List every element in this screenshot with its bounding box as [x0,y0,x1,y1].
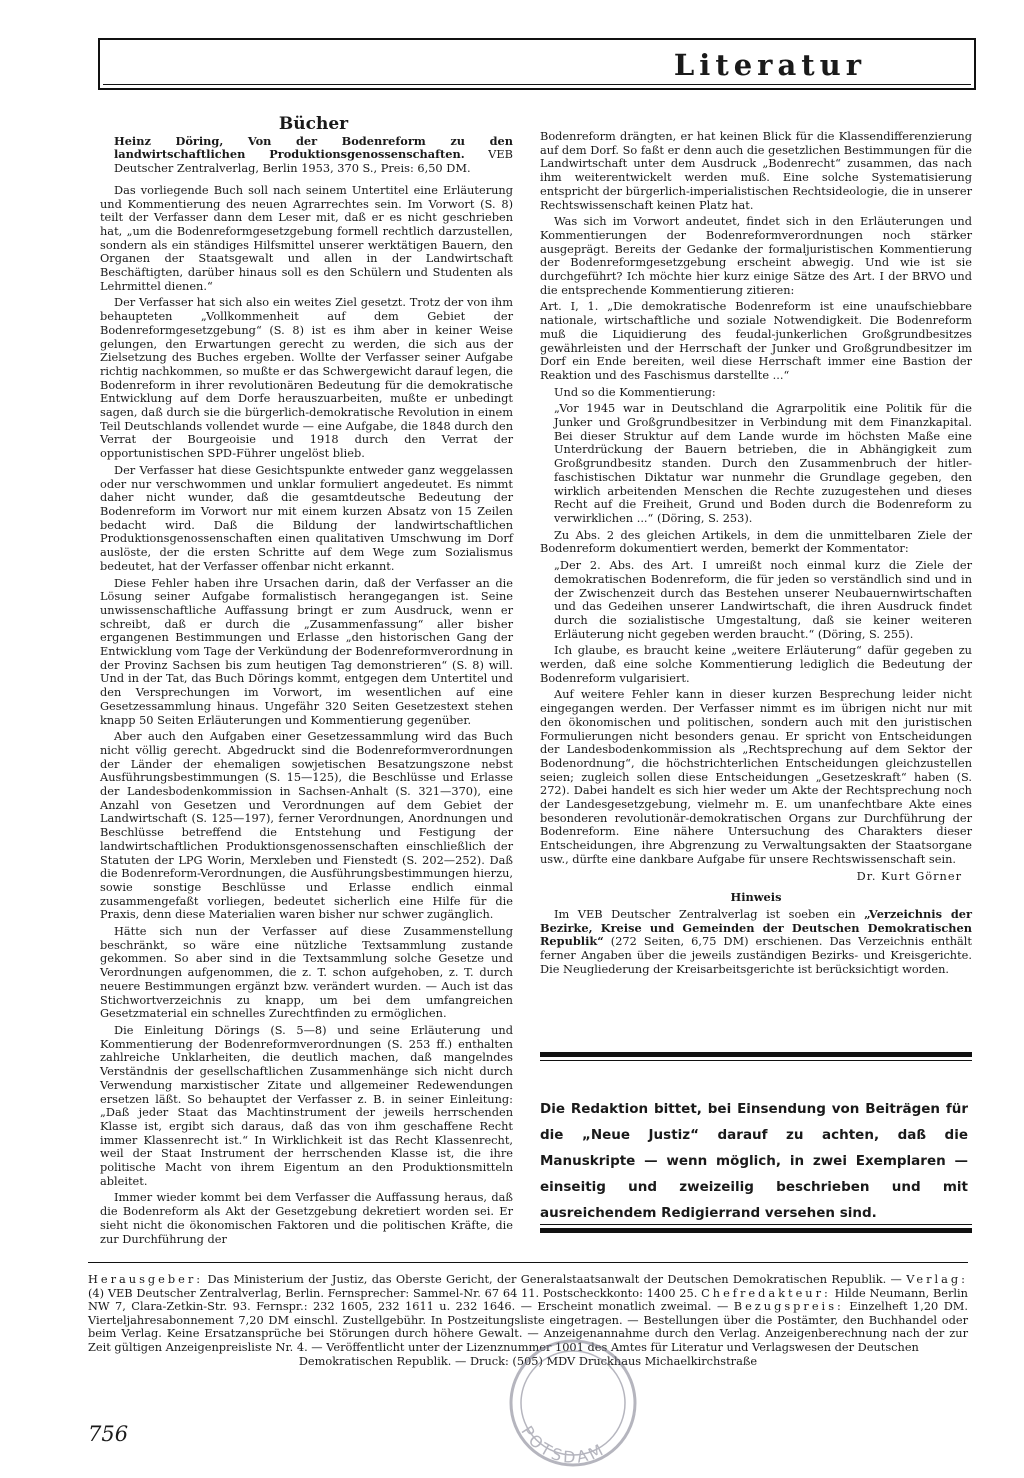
paragraph: Das vorliegende Buch soll nach seinem Untertitel eine Erläuterung und Kommentierung des neuen Agrarrechtes sein. Im Vorwort (S. 8) teilt der Verfasser dann dem Leser mit, daß er es nicht geschrieben hat, „um die Bodenreformgesetzgebung formell rechtlich darzustellen, sondern als ein ständiges Hilfsmittel unserer werktätigen Bauern, den Organen der Staatsgewalt und allen in der Landwirtschaft Beschäftigten, darüber hinaus soll es den Schülern und Studenten als Lehrmittel dienen.“ [100,182,513,293]
hinweis-book-title: „Verzeichnis der Bezirke, Kreise und Gemeinden der Deutschen Demokratischen Republik“ [540,906,972,949]
author-signature: Dr. Kurt Görner [856,868,962,883]
stamp-text: POTSDAM [517,1422,609,1467]
commentary-quote [540,559,972,641]
paragraph: Auf weitere Fehler kann in dieser kurzen Besprechung leider nicht eingegangen werden. Der Verfasser nimmt es im übrigen nicht nur mit den ökonomischen und politischen, sondern auch mit den juristischen Formulierungen nicht besonders genau. Er spricht von Entscheidungen der Landesbodenkommission als „Rechtsprechung auf dem Sektor der Bodenordnung“, die höchstrichterlichen Entscheidungen gleichzustellen seien; zugleich sollen diese Entscheidungen „Gesetzeskraft“ haben (S. 272). Dabei handelt es sich hier weder um Akte der Rechtsprechung noch der Landesgesetzgebung, vielmehr m. E. um unanfechtbare Akte eines besonderen revolutionär-demokratischen Organs zur Durchführung der Bodenreform. Eine nähere Untersuchung des Charakters dieser Entscheidungen, ihre Abgrenzung zu Verwaltungsakten der Staatsorgane usw., dürfte eine dankbare Aufgabe für unsere Rechtswissenschaft sein. [540,687,972,866]
notice-top-rule [540,1052,972,1057]
paragraph: Der Verfasser hat diese Gesichtspunkte entweder ganz weggelassen oder nur verschwommen und unklar formuliert angedeutet. Es nimmt daher nicht wunder, daß die gesamtdeutsche Bedeutung der Bodenreform im Vorwort nur mit einem kurzen Absatz von 15 Zeilen bedacht wird. Daß die Bildung der landwirtschaftlichen Produktionsgenossenschaften einen qualitativen Umschwung im Dorf auslöste, der die ersten Schritte auf dem Wege zum Sozialismus bedeutet, hat der Verfasser offenbar nicht erkannt. [100,462,513,573]
editorial-notice: Die Redaktion bittet, bei Einsendung von Beiträgen für die „Neue Justiz“ darauf zu achten, daß die Manuskripte — wenn möglich, in zwei Exemplaren — einseitig und zweizeilig beschrieben und mit ausreichendem Redigierrand versehen sind. [540,1101,968,1221]
paragraph: Aber auch den Aufgaben einer Gesetzessammlung wird das Buch nicht völlig gerecht. Abgedruckt sind die Bodenreformverordnungen der Länder der ehemaligen sowjetischen Besatzungszone nebst Ausführungsbestimmungen (S. 15—125), die Beschlüsse und Erlasse der Landesbodenkommission in Sachsen-Anhalt (S. 321—370), eine Anzahl von Gesetzen und Verordnungen auf dem Gebiet der Landwirtschaft (S. 125—197), ferner Verordnungen, Anordnungen und Beschlüsse betreffend die Entstehung und Festigung der landwirtschaftlichen Produktionsgenossenschaften einschließlich der Statuten der LPG Worin, Merxleben und Fienstedt (S. 202—252). Daß die Bodenreform-Verordnungen, die Ausführungsbestimmungen hierzu, sowie sonstige Beschlüsse und Erlasse endlich einmal zusammengefaßt vorliegen, bedeutet sicherlich eine Hilfe für die Praxis, denn diese Materialien waren bisher nur schwer zugänglich. [100,729,513,922]
imprint-label-herausgeber: Herausgeber: [88,1272,204,1286]
paragraph: Hätte sich nun der Verfasser auf diese Zusammenstellung beschränkt, so wäre eine nützliche Textsammlung zustande gekommen. So aber sind in die Textsammlung solche Gesetze und Verordnungen aufgenommen, die z. T. schon aufgehoben, z. T. durch neuere Bestimmungen ergänzt bzw. verändert wurden. — Auch ist das Stichwortverzeichnis zu knapp, um bei dem umfangreichen Gesetzmaterial ein schnelles Zurechtfinden zu ermöglichen. [100,924,513,1021]
paragraph: Zu Abs. 2 des gleichen Artikels, in dem die unmittelbaren Ziele der Bodenreform dokumentiert werden, bemerkt der Kommentator: [540,527,972,556]
imprint-verlag: (4) VEB Deutscher Zentralverlag, Berlin. Fernsprecher: Sammel-Nr. 67 64 11. Postscheckkonto: 1400 25. [88,1285,702,1300]
paragraph: Die Einleitung Dörings (S. 5—8) und seine Erläuterung und Kommentierung der Bodenreformverordnungen (S. 253 ff.) enthalten zahlreiche Unklarheiten, die deutlich machen, daß mangelndes Verständnis der gesellschaftlichen Zusammenhänge sich nicht durch Verwendung marxistischer Zitate und allgemeiner Redewendungen ersetzen läßt. So behauptet der Verfasser z. B. in seiner Einleitung: „Daß jeder Staat das Machtinstrument der jeweils herrschenden Klasse ist, ergibt sich daraus, daß das von ihm geschaffene Recht immer Klassenrecht ist.“ In Wirklichkeit ist das Recht Klassenrecht, weil der Staat Instrument der herrschenden Klasse ist, die ihre politische Macht von ihrem Eigentum an den Produktionsmitteln ableitet. [100,1023,513,1188]
hinweis-text [540,908,972,977]
paragraph: Der Verfasser hat sich also ein weites Ziel gesetzt. Trotz der von ihm behaupteten „Vollkommenheit auf dem Gebiet der Bodenreformgesetzgebung“ (S. 8) ist es ihm aber in keiner Weise gelungen, den Erwartungen gerecht zu werden, die sich aus der Zielsetzung des Buches ergeben. Wollte der Verfasser seiner Aufgabe richtig nachkommen, so mußte er das Schwergewicht darauf legen, die Bodenreform in ihrer revolutionären Bedeutung für die demokratische Entwicklung auf dem Dorfe herauszuarbeiten, mußte er unbedingt sagen, daß durch sie die bürgerlich-demokratische Revolution in einem Teil Deutschlands vollendet wurde — eine Aufgabe, die 1848 durch den Verrat der Bourgeoisie und 1918 durch den Verrat der opportunistischen SPD-Führer ungelöst blieb. [100,295,513,461]
right-column [540,130,972,979]
imprint-last-line: Demokratischen Republik. — Druck: (505) MDV Druckhaus Michaelkirchstraße [298,1353,758,1368]
paragraph: Ich glaube, es braucht keine „weitere Erläuterung“ dafür gegeben zu werden, daß eine solche Kommentierung lediglich die Bedeutung der Bodenreform vulgarisiert. [540,643,972,685]
law-quote: Art. I, 1. „Die demokratische Bodenreform ist eine unaufschiebbare nationale, wirtschaftliche und soziale Notwendigkeit. Die Bodenreform muß die Liquidierung des feudal-junkerlichen Großgrundbesitzes gewährleisten und der Herrschaft der Junker und Großgrundbesitzer im Dorf ein Ende bereiten, weil diese Herrschaft immer eine Bastion der Reaktion und des Faschismus darstellte ...“ [540,299,972,382]
hinweis-heading: Hinweis [730,890,782,905]
book-citation [100,135,513,176]
paragraph: Immer wieder kommt bei dem Verfasser die Auffassung heraus, daß die Bodenreform als Akt der Gesetzgebung dekretiert worden sei. Er sieht nicht die ökonomischen Faktoren und die politischen Kräfte, die zur Durchführung der [100,1190,513,1246]
notice-bottom-rule-thin [540,1224,972,1225]
imprint-label-verlag: Verlag: [906,1272,968,1286]
left-column [100,114,513,1249]
books-heading: Bücher [278,114,349,134]
paragraph: Bodenreform drängten, er hat keinen Blick für die Klassendifferenzierung auf dem Dorf. So faßt er denn auch die gesetzlichen Bestimmungen für die Landwirtschaft unter dem Ausdruck „Bodenrecht“ zusammen, das nach ihm weiterentwickelt werden muß. Eine solche Systematisierung entspricht der bürgerlich-imperialistischen Rechtsideologie, die in unserer Rechtswissenschaft keinen Platz hat. [540,129,972,212]
imprint-herausgeber: Das Ministerium der Justiz, das Oberste Gericht, der Generalstaatsanwalt der Deutschen Demokratischen Republik. — [203,1272,907,1286]
quote-text: „Der 2. Abs. des Art. I umreißt noch einmal kurz die Ziele der demokratischen Bodenreform, die für jeden so verständlich sind und in der Zwischenzeit durch das Bestehen unserer Neubauernwirtschaften und das Gedeihen unserer Landwirtschaft, die ihren Ausdruck findet durch die sozialistische Umgestaltung, daß sie keiner weiteren Erläuterung nicht gegeben werden braucht.“ (Döring, S. 255). [554,558,972,641]
imprint-label-bezugspreis: Bezugspreis: [733,1299,844,1314]
imprint-rule [88,1262,968,1263]
library-stamp [478,1328,668,1478]
notice-top-rule-thin [540,1060,972,1061]
commentary-quote [540,402,972,525]
hinweis-post: (272 Seiten, 6,75 DM) erschienen. Das Verzeichnis enthält ferner Angaben über die jeweils zuständigen Bezirks- und Kreisgerichte. Die Neugliederung der Kreisarbeitsgerichte ist berücksichtigt worden. [540,934,972,976]
paragraph: Was sich im Vorwort andeutet, findet sich in den Erläuterungen und Kommentierungen der Bodenreformverordnungen noch stärker ausgeprägt. Bereits der Gedanke der formaljuristischen Kommentierung der Bodenreformgesetzgebung erscheint abwegig. Und wie ist sie durchgeführt? Ich möchte hier kurz einige Sätze des Art. I der BRVO und die entsprechende Kommentierung zitieren: [540,214,972,297]
book-publisher: VEB Deutscher Zentralverlag, Berlin 1953, 370 S., Preis: 6,50 DM. [114,147,513,176]
page-number: 756 [88,1422,129,1446]
section-title: Literatur [673,48,866,82]
imprint-bezugspreis: Einzelheft 1,20 DM. Vierteljahresabonnement 7,20 DM einschl. Zustellgebühr. In Postzeitungsliste eingetragen. — Bestellungen über die Postämter, den Buchhandel oder beim Verlag. Keine Ersatzansprüche bei Störungen durch höhere Gewalt. — Anzeigenannahme durch den Verlag. Anzeigenberechnung nach der zur Zeit gültigen Anzeigenpreisliste Nr. 4. — Veröffentlicht unter der Lizenznummer 1001 des Amtes für Literatur und Verlagswesen der Deutschen [88,1299,969,1354]
notice-bottom-rule [540,1228,972,1233]
hinweis-pre: Im VEB Deutscher Zentralverlag ist soeben ein [554,906,865,921]
quote-text: „Vor 1945 war in Deutschland die Agrarpolitik eine Politik für die Junker und Großgrundbesitzer in Verbindung mit dem Finanzkapital. Bei dieser Struktur auf dem Lande wurde im höchsten Maße eine Unterdrückung der Bauern betrieben, die in Abhängigkeit zum Großgrundbesitz standen. Durch den Zusammenbruch der hitler-faschistischen Diktatur war nunmehr die Grundlage gegeben, den wirklich arbeitenden Menschen die Rechte zuzugestehen und dieses Recht auf die Freiheit, Grund und Boden durch die Bodenreform zu verwirklichen ...“ (Döring, S. 253). [554,401,972,525]
paragraph: Diese Fehler haben ihre Ursachen darin, daß der Verfasser an die Lösung seiner Aufgabe formalistisch herangegangen ist. Seine unwissenschaftliche Auffassung bringt er zum Ausdruck, wenn er schreibt, daß er durch die „Zusammenfassung“ aller bisher ergangenen Bestimmungen und Erlasse „den historischen Gang der Entwicklung vom Tage der Verkündung der Bodenreformverordnung in der Provinz Sachsen bis zum heutigen Tag demonstrieren“ (S. 8) will. Und in der Tat, das Buch Dörings kommt, entgegen dem Untertitel und den Versprechungen im Vorwort, im wesentlichen auf eine Gesetzessammlung hinaus. Ungefähr 320 Seiten Gesetzestext stehen knapp 50 Seiten Erläuterungen und Kommentierung gegenüber. [100,575,513,727]
book-author-title: Heinz Döring, Von der Bodenreform zu den landwirtschaftlichen Produktionsgenossenschaften. [114,133,513,162]
header-banner [98,38,976,90]
paragraph: Und so die Kommentierung: [554,384,716,399]
imprint-chefredakteur: Hilde Neumann, Berlin NW 7, Clara-Zetkin-Str. 93. Fernspr.: 232 1605, 232 1611 u. 232 1646. — Erscheint monatlich zweimal. — [88,1285,968,1314]
imprint-label-chefredakteur: Chefredakteur: [701,1285,831,1300]
